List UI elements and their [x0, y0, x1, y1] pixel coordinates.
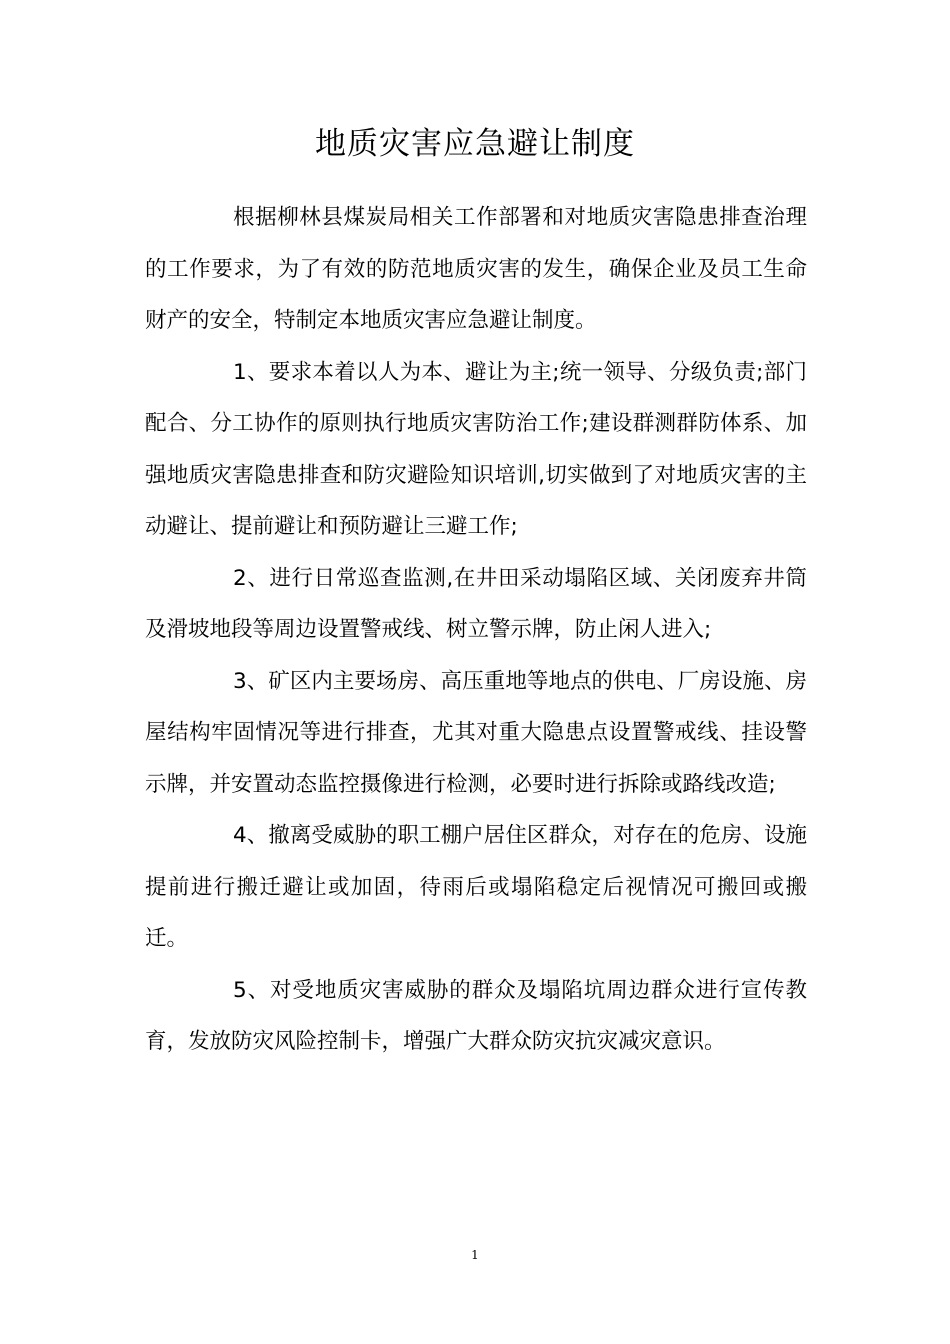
- intro-paragraph: 根据柳林县煤炭局相关工作部署和对地质灾害隐患排查治理的工作要求，为了有效的防范地质灾害的发生，确保企业及员工生命财产的安全，特制定本地质灾害应急避让制度。: [145, 205, 807, 333]
- clause-2-paragraph: 2、进行日常巡查监测,在井田采动塌陷区域、关闭废弃井筒及滑坡地段等周边设置警戒线、树立警示牌，防止闲人进入;: [145, 565, 807, 642]
- page-number: 1: [471, 1248, 479, 1262]
- clause-1-paragraph: 1、要求本着以人为本、避让为主;统一领导、分级负责;部门配合、分工协作的原则执行地质灾害防治工作;建设群测群防体系、加强地质灾害隐患排查和防灾避险知识培训,切实做到了对地质灾害的主动避让、提前避让和预防避让三避工作;: [145, 359, 807, 539]
- clause-5-paragraph: 5、对受地质灾害威胁的群众及塌陷坑周边群众进行宣传教育，发放防灾风险控制卡，增强广大群众防灾抗灾减灾意识。: [145, 977, 807, 1054]
- clause-4-paragraph: 4、撤离受威胁的职工棚户居住区群众，对存在的危房、设施提前进行搬迁避让或加固，待雨后或塌陷稳定后视情况可搬回或搬迁。: [145, 823, 807, 951]
- document-body: [145, 192, 807, 1068]
- document-title: 地质灾害应急避让制度: [315, 126, 635, 162]
- clause-3-paragraph: 3、矿区内主要场房、高压重地等地点的供电、厂房设施、房屋结构牢固情况等进行排查，尤其对重大隐患点设置警戒线、挂设警示牌，并安置动态监控摄像进行检测，必要时进行拆除或路线改造;: [145, 668, 807, 797]
